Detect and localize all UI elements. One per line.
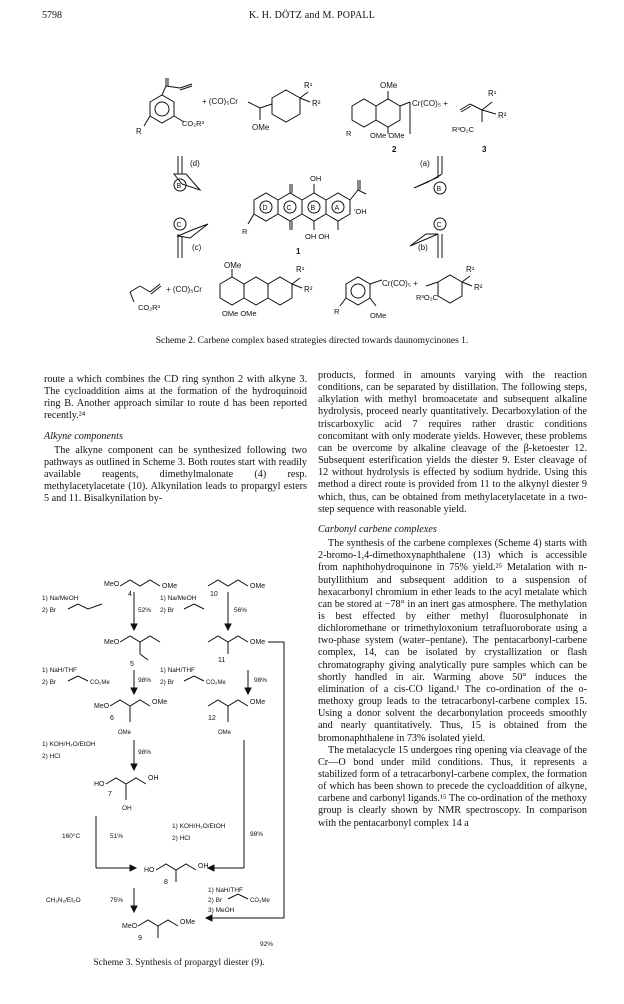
svg-text:6: 6 [110,715,114,722]
svg-text:12: 12 [208,715,216,722]
svg-text:B: B [310,205,316,212]
svg-text:160°C: 160°C [62,833,81,840]
svg-text:+ (CO)₅Cr: + (CO)₅Cr [166,285,202,294]
svg-text:C: C [286,205,292,212]
svg-text:+ (CO)₅Cr: + (CO)₅Cr [202,97,238,106]
running-title: K. H. DÖTZ and M. POPALL [248,10,376,21]
svg-text:3: 3 [482,145,487,154]
svg-text:OMe: OMe [152,699,168,706]
svg-text:2: 2 [392,145,397,154]
svg-text:OMe: OMe [370,311,387,320]
svg-text:R: R [242,227,248,236]
svg-text:R²: R² [498,111,507,120]
right-paragraph-2: The synthesis of the carbene complexes (Scheme 4) starts with 2-bromo-1,4-dimethoxynaphthalene (13) which is accessible from naphthohydroquinone in 75% yield.²⁵ Metalation with n-butyllithium and subsequent addition to a suspension of hexacarbonyl chromium in ether leads to the acyl metalate which can be stored at −78° in an inert gas atmosphere. The methylation is best effected by either methyl fluorosulphonate in dichloromethane or trimethyloxonium tetrafluoroborate using a two-phase system (water–pentane). The pentacarbonyl-carbene complex, 14, can be isolated by crystallization or flash chromatography giving analytically pure samples which can be shortly handled in air. Warming above 50° induces the elimination of a cis-CO ligand.¹ The co-ordination of the o-methoxy group leads to the tetracarbonyl-carbene complex 15. Using a donor solvent the decarbonylation proceeds smoothly and nearly quantitatively. Thus, 15 is obtained from the bromonaphthalene in 73% isolated yield. [318,538,587,744]
svg-text:R¹: R¹ [304,81,313,90]
svg-text:R²: R² [474,283,483,292]
svg-text:11: 11 [218,657,226,664]
svg-text:98%: 98% [254,677,268,684]
svg-text:3) MeOH: 3) MeOH [208,907,235,914]
svg-text:98%: 98% [138,749,152,756]
svg-text:MeO: MeO [104,581,120,588]
svg-text:(c): (c) [192,243,202,252]
svg-text:1) Na/MeOH: 1) Na/MeOH [160,595,197,602]
svg-text:C: C [176,222,182,229]
scheme2-compound-3-structure [460,102,496,122]
svg-text:2) Br: 2) Br [160,679,175,686]
svg-text:10: 10 [210,591,218,598]
svg-text:OMe: OMe [162,583,178,590]
left-column [44,374,307,506]
alkyne-components-heading: Alkyne components [44,430,123,442]
svg-text:OMe: OMe [224,261,242,270]
svg-text:CH₂N₂/Et₂O: CH₂N₂/Et₂O [46,897,81,904]
svg-text:B: B [176,183,182,190]
svg-text:56%: 56% [234,607,248,614]
svg-text:Cr(CO)₅ +: Cr(CO)₅ + [412,99,448,108]
page-number: 5798 [42,10,62,21]
svg-text:R¹: R¹ [296,265,305,274]
svg-text:98%: 98% [250,831,264,838]
svg-text:1) NaH/THF: 1) NaH/THF [42,667,78,674]
svg-text:CO₂R³: CO₂R³ [182,119,205,128]
svg-text:1) NaH/THF: 1) NaH/THF [208,887,244,894]
svg-text:9: 9 [138,935,142,942]
svg-text:R: R [334,307,340,316]
svg-text:CO₂Me: CO₂Me [206,680,226,686]
svg-text:HO: HO [94,781,105,788]
right-paragraph-3: The metalacycle 15 undergoes ring opening via cleavage of the Cr—O bond under mild conditions. Thus, it represents a stabilized form of a tetracarbonyl-carbene complex, the formation of which has been shown to precede the cycloaddition of alkyne, carbene and carbonyl ligands.¹⁵ The co-ordination of the methoxy group is clearly shown by NMR spectroscopy. In comparison with the pentacarbonyl complex 14 a [318,744,587,829]
scheme-3-caption: Scheme 3. Synthesis of propargyl diester (9). [93,958,265,968]
svg-text:2) Br: 2) Br [208,897,223,904]
svg-text:CO₂Me: CO₂Me [90,680,110,686]
svg-text:R³O₂C: R³O₂C [416,293,439,302]
svg-text:(a): (a) [420,159,430,168]
svg-text:R¹: R¹ [466,265,475,274]
svg-text:98%: 98% [138,677,152,684]
svg-text:OH: OH [198,863,209,870]
svg-text:2) HCl: 2) HCl [172,835,191,842]
svg-text:MeO: MeO [94,703,110,710]
svg-text:52%: 52% [138,607,152,614]
svg-text:2) Br: 2) Br [42,679,57,686]
svg-text:HO: HO [144,867,155,874]
svg-text:OMe: OMe [250,699,266,706]
svg-text:OMe: OMe [252,123,270,132]
svg-text:MeO: MeO [122,923,138,930]
svg-text:OMe: OMe [218,730,232,736]
svg-text:1) Na/MeOH: 1) Na/MeOH [42,595,79,602]
svg-text:51%: 51% [110,833,124,840]
svg-text:Cr(CO)₅ +: Cr(CO)₅ + [382,279,418,288]
svg-text:5: 5 [130,661,134,668]
svg-text:C: C [436,222,442,229]
svg-text:OMe OMe: OMe OMe [370,131,405,140]
svg-text:R²: R² [304,285,313,294]
svg-text:OH: OH [148,775,159,782]
svg-text:2) HCl: 2) HCl [42,753,61,760]
svg-text:'OH: 'OH [354,207,367,216]
svg-text:OH: OH [310,174,322,183]
scheme2-top-center-structure [248,90,310,122]
svg-text:(d): (d) [190,159,200,168]
svg-text:OH OH: OH OH [305,232,330,241]
left-intro-paragraph: route a which combines the CD ring synthon 2 with alkyne 3. The cycloaddition aims at the formation of the hydroquinoid ring B. Another approach similar to route d has been reported recently.²⁴ [44,374,307,422]
svg-text:OMe OMe: OMe OMe [222,309,257,318]
svg-text:OMe: OMe [180,919,196,926]
svg-text:OMe: OMe [250,583,266,590]
svg-text:OMe: OMe [250,639,266,646]
svg-text:7: 7 [108,791,112,798]
scheme2-compound-2-structure [352,91,410,134]
svg-text:R: R [136,127,142,136]
svg-text:2) Br: 2) Br [160,607,175,614]
svg-text:4: 4 [128,591,132,598]
svg-text:75%: 75% [110,897,124,904]
svg-text:R: R [346,129,352,138]
right-column [318,370,587,830]
svg-text:92%: 92% [260,941,274,948]
svg-text:CO₂Me: CO₂Me [250,898,270,904]
svg-text:OMe: OMe [118,730,132,736]
scheme2-bottom-center-structure [220,269,302,305]
left-body-paragraph: The alkyne component can be synthesized following two pathways as outlined in Scheme 3. Both routes start with readily available reagents, dimethylmalonate (4) resp. methylacetylacetate (10). Alkynilation leads to propargyl esters 5 and 11. Bisalkynilation by- [44,444,307,505]
scheme2-bottom-left-structure [130,284,161,302]
svg-text:OMe: OMe [380,81,398,90]
svg-text:1) KOH/H₂O/EtOH: 1) KOH/H₂O/EtOH [42,741,96,748]
svg-text:1) NaH/THF: 1) NaH/THF [160,667,196,674]
svg-text:OH: OH [122,805,132,812]
svg-text:CO₂R³: CO₂R³ [138,303,161,312]
right-paragraph-1: products, formed in amounts varying with the reaction conditions, can be separated by distillation. The following steps, alkylation with methyl bromoacetate and subsequent alkaline hydrolysis, proceed nearly quantitatively. Decarboxylation of the triscarboxylic acid 7 requires rather drastic conditions concomitant with only moderate yields. However, these problems can be overcome by alkaline cleavage of the β-ketoester 12. Subsequent esterification yields the diester 9. Ester cleavage of 12 without hydrolysis is effected by sodium hydride. Using this method a direct route is provided from 11 to the alkynyl diester 9 which, thus, can be obtained from methylacetylacetate in a two-step sequence with reasonable yield. [318,370,587,515]
svg-text:1: 1 [296,247,301,256]
scheme-2-figure [120,74,520,332]
svg-text:(b): (b) [418,243,428,252]
svg-text:2) Br: 2) Br [42,607,57,614]
svg-text:R³O₂C: R³O₂C [452,125,475,134]
svg-text:MeO: MeO [104,639,120,646]
svg-text:8: 8 [164,879,168,886]
carbonyl-carbene-heading: Carbonyl carbene complexes [318,523,437,535]
svg-text:D: D [262,205,268,212]
scheme-2-caption: Scheme 2. Carbene complex based strategies directed towards daunomycinones 1. [155,336,469,346]
svg-text:R¹: R¹ [488,89,497,98]
scheme-3-figure [38,574,310,954]
svg-text:A: A [334,205,340,212]
svg-text:B: B [436,186,442,193]
svg-text:1) KOH/H₂O/EtOH: 1) KOH/H₂O/EtOH [172,823,226,830]
svg-text:R²: R² [312,99,321,108]
